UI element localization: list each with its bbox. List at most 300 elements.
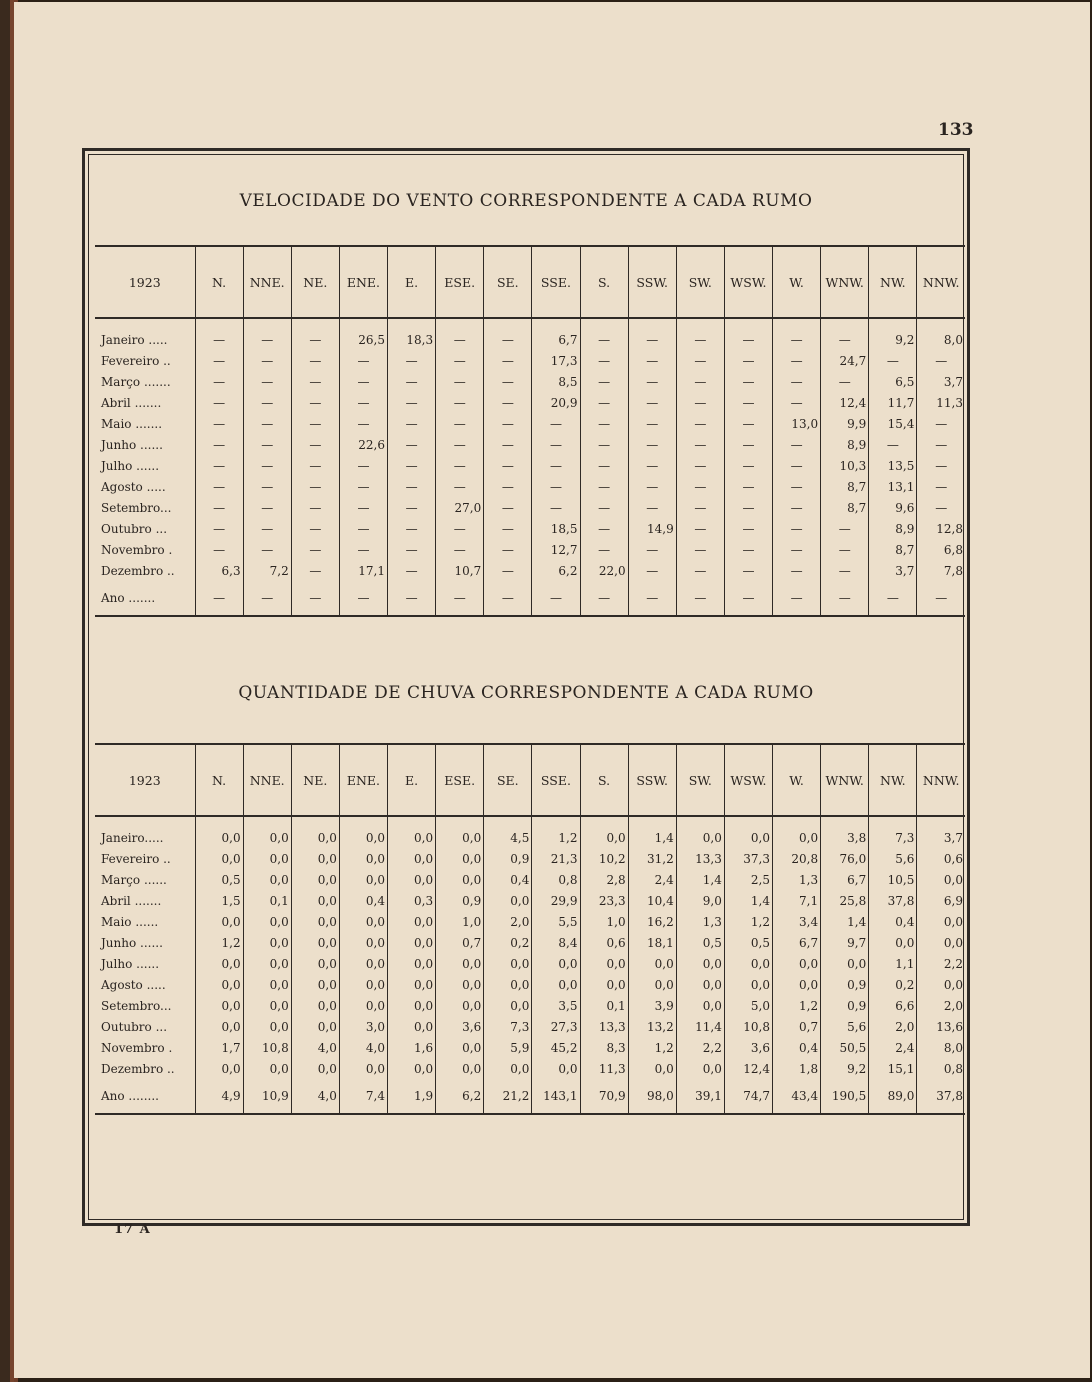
table-cell: — — [388, 455, 436, 476]
table-cell: 9,0 — [676, 890, 724, 911]
table-cell: — — [580, 455, 628, 476]
wind-direction-header: SSE. — [532, 246, 580, 318]
table-cell: 0,0 — [436, 869, 484, 890]
table-cell: — — [388, 350, 436, 371]
table-cell: 1,2 — [724, 911, 772, 932]
table-cell: 3,7 — [917, 827, 965, 848]
table-row — [95, 827, 965, 848]
table-cell: 12,4 — [821, 392, 869, 413]
table-cell: 1,2 — [628, 1037, 676, 1058]
table-cell: 0,0 — [388, 974, 436, 995]
table-cell: 3,9 — [628, 995, 676, 1016]
table-cell: 0,0 — [195, 974, 243, 995]
table-cell: 7,4 — [339, 1079, 387, 1114]
table-cell: — — [484, 455, 532, 476]
table-row — [95, 539, 965, 560]
table-cell: 8,9 — [821, 434, 869, 455]
table-cell: 6,5 — [869, 371, 917, 392]
table-cell: — — [195, 434, 243, 455]
table-cell: 0,0 — [291, 995, 339, 1016]
table-cell: — — [339, 476, 387, 497]
table-cell: — — [243, 476, 291, 497]
table-cell: 18,1 — [628, 932, 676, 953]
footer-signature-mark: 17 A — [114, 1222, 151, 1237]
table-cell: 1,5 — [195, 890, 243, 911]
table-cell: 0,0 — [917, 974, 965, 995]
row-label: Abril ....... — [101, 893, 162, 908]
table-cell: — — [580, 539, 628, 560]
table-cell: — — [676, 476, 724, 497]
table-cell: — — [724, 581, 772, 616]
table-cell: — — [724, 392, 772, 413]
row-label: Fevereiro .. — [101, 851, 171, 866]
table-cell: 22,6 — [339, 434, 387, 455]
table-cell: — — [628, 371, 676, 392]
table-cell: 0,4 — [484, 869, 532, 890]
wind-direction-header: NNE. — [243, 246, 291, 318]
table-cell: — — [628, 497, 676, 518]
table-row — [95, 848, 965, 869]
table-cell: 0,0 — [291, 974, 339, 995]
table-cell: 45,2 — [532, 1037, 580, 1058]
table-cell: — — [291, 560, 339, 581]
table-cell: 0,7 — [773, 1016, 821, 1037]
table-cell: — — [484, 560, 532, 581]
table-cell: 0,0 — [436, 848, 484, 869]
table-cell: 1,7 — [195, 1037, 243, 1058]
table-cell: 12,4 — [724, 1058, 772, 1079]
table-cell: — — [195, 329, 243, 350]
table-cell: 0,0 — [388, 869, 436, 890]
table-cell: — — [243, 455, 291, 476]
table-cell: 4,9 — [195, 1079, 243, 1114]
table-cell: — — [195, 371, 243, 392]
table-cell: 15,4 — [869, 413, 917, 434]
table-cell: 0,0 — [917, 932, 965, 953]
wind-direction-header: NW. — [869, 246, 917, 318]
table-cell: 0,0 — [195, 848, 243, 869]
table-cell: 0,0 — [243, 995, 291, 1016]
table-cell: — — [436, 581, 484, 616]
table-cell: 0,0 — [436, 995, 484, 1016]
table-cell: 3,4 — [773, 911, 821, 932]
table-cell: — — [532, 455, 580, 476]
table-cell: — — [676, 329, 724, 350]
table-cell: — — [917, 476, 965, 497]
table-cell: — — [676, 539, 724, 560]
table-cell: 0,0 — [628, 1058, 676, 1079]
table-cell: 10,5 — [869, 869, 917, 890]
table-cell: — — [195, 476, 243, 497]
table-cell: 7,2 — [243, 560, 291, 581]
rain-direction-header: NE. — [291, 744, 339, 816]
table-cell: 9,2 — [869, 329, 917, 350]
table-cell: — — [821, 371, 869, 392]
wind-table — [95, 245, 965, 617]
table-cell: 74,7 — [724, 1079, 772, 1114]
table-cell: — — [773, 350, 821, 371]
table-cell: 0,2 — [484, 932, 532, 953]
table-cell: — — [436, 539, 484, 560]
table-cell: 6,3 — [195, 560, 243, 581]
row-label: Junho ...... — [101, 935, 163, 950]
table-row — [95, 1037, 965, 1058]
table-cell: 2,2 — [676, 1037, 724, 1058]
table-cell: 1,0 — [580, 911, 628, 932]
table-cell: 0,0 — [243, 974, 291, 995]
table-cell: 1,3 — [773, 869, 821, 890]
wind-year-header: 1923 — [128, 274, 161, 290]
table-cell: — — [773, 539, 821, 560]
table-cell: — — [724, 371, 772, 392]
table-cell: — — [388, 581, 436, 616]
table-cell: 0,0 — [291, 911, 339, 932]
table-cell: 1,4 — [821, 911, 869, 932]
table-cell: 0,0 — [917, 869, 965, 890]
table-cell: 0,0 — [291, 890, 339, 911]
table-cell: 8,7 — [821, 497, 869, 518]
table-cell: 76,0 — [821, 848, 869, 869]
table-row — [95, 869, 965, 890]
table-cell: 8,0 — [917, 1037, 965, 1058]
table-cell: 0,5 — [676, 932, 724, 953]
table-cell: 0,0 — [388, 932, 436, 953]
table-cell: — — [291, 413, 339, 434]
rain-table — [95, 743, 965, 1115]
table-cell: — — [291, 434, 339, 455]
table-cell: 0,0 — [676, 995, 724, 1016]
table-cell: 98,0 — [628, 1079, 676, 1114]
table-cell: 0,0 — [243, 953, 291, 974]
table-cell: — — [532, 413, 580, 434]
table-cell: — — [773, 455, 821, 476]
table-cell: 13,0 — [773, 413, 821, 434]
table-cell: 24,7 — [821, 350, 869, 371]
table-cell: — — [339, 350, 387, 371]
table-cell: 0,0 — [339, 974, 387, 995]
wind-direction-header: NE. — [291, 246, 339, 318]
table-cell: 0,0 — [339, 995, 387, 1016]
tables-frame — [82, 148, 970, 1226]
table-cell: 4,0 — [291, 1037, 339, 1058]
table-cell: — — [195, 497, 243, 518]
table-cell: 0,0 — [532, 974, 580, 995]
table-cell: — — [917, 497, 965, 518]
table-cell: 43,4 — [773, 1079, 821, 1114]
row-label: Ano ....... — [95, 581, 195, 616]
row-label: Junho ...... — [101, 437, 163, 452]
table-cell: 0,0 — [676, 1058, 724, 1079]
table-cell: 0,0 — [484, 890, 532, 911]
table-cell: — — [628, 581, 676, 616]
table-cell: 0,9 — [821, 974, 869, 995]
table-cell: — — [339, 497, 387, 518]
table-cell: 0,0 — [195, 1016, 243, 1037]
table-cell: 0,4 — [773, 1037, 821, 1058]
table-cell: — — [243, 581, 291, 616]
row-label: Julho ...... — [101, 956, 160, 971]
table-row — [95, 995, 965, 1016]
rain-direction-header: SSW. — [628, 744, 676, 816]
row-label: Outubro ... — [101, 521, 168, 536]
table-cell: 1,9 — [388, 1079, 436, 1114]
table-cell: — — [388, 539, 436, 560]
table-cell: 3,5 — [532, 995, 580, 1016]
table-cell: 1,4 — [724, 890, 772, 911]
table-cell: — — [195, 350, 243, 371]
table-cell: — — [917, 413, 965, 434]
table-cell: — — [291, 350, 339, 371]
table-cell: 17,3 — [532, 350, 580, 371]
table-cell: — — [580, 518, 628, 539]
table-cell: — — [436, 371, 484, 392]
table-cell: 5,6 — [869, 848, 917, 869]
table-cell: — — [724, 455, 772, 476]
table-cell: — — [628, 560, 676, 581]
table-cell: — — [436, 476, 484, 497]
table-cell: 0,0 — [339, 1058, 387, 1079]
rain-direction-header: ESE. — [436, 744, 484, 816]
table-cell: 31,2 — [628, 848, 676, 869]
row-label: Agosto ..... — [101, 479, 166, 494]
table-cell: — — [628, 350, 676, 371]
table-cell: 3,0 — [339, 1016, 387, 1037]
table-cell: 0,0 — [291, 1016, 339, 1037]
table-cell: — — [676, 371, 724, 392]
table-cell: — — [484, 350, 532, 371]
table-cell: — — [388, 476, 436, 497]
rain-direction-header: SSE. — [532, 744, 580, 816]
table-cell: — — [676, 518, 724, 539]
table-cell: 10,9 — [243, 1079, 291, 1114]
table-cell: 8,3 — [580, 1037, 628, 1058]
table-cell: — — [339, 413, 387, 434]
table-row — [95, 434, 965, 455]
table-cell: 89,0 — [869, 1079, 917, 1114]
table-cell: 0,0 — [195, 1058, 243, 1079]
wind-direction-header: SE. — [484, 246, 532, 318]
table-cell: 0,0 — [676, 827, 724, 848]
wind-direction-header: SSW. — [628, 246, 676, 318]
table-cell: 37,8 — [917, 1079, 965, 1114]
table-cell: 8,7 — [821, 476, 869, 497]
table-cell: — — [532, 476, 580, 497]
table-cell: 0,0 — [724, 827, 772, 848]
table-cell: 0,0 — [339, 953, 387, 974]
table-cell: — — [436, 329, 484, 350]
table-cell: — — [869, 350, 917, 371]
table-cell: 7,3 — [484, 1016, 532, 1037]
table-cell: — — [436, 518, 484, 539]
table-cell: — — [676, 392, 724, 413]
table-cell: 3,8 — [821, 827, 869, 848]
table-cell: — — [628, 392, 676, 413]
table-cell: 0,0 — [339, 827, 387, 848]
table-cell: — — [243, 434, 291, 455]
table-cell: 2,8 — [580, 869, 628, 890]
table-cell: — — [388, 371, 436, 392]
table-cell: — — [773, 560, 821, 581]
table-cell: 0,0 — [388, 1016, 436, 1037]
table-cell: 0,0 — [724, 953, 772, 974]
table-cell: 9,6 — [869, 497, 917, 518]
table-cell: — — [676, 455, 724, 476]
wind-direction-header: WNW. — [821, 246, 869, 318]
row-label: Dezembro .. — [101, 1061, 175, 1076]
table-cell: 0,0 — [388, 911, 436, 932]
table-cell: 21,2 — [484, 1079, 532, 1114]
table-cell: 0,0 — [436, 827, 484, 848]
table-cell: — — [580, 392, 628, 413]
table-cell: 0,0 — [291, 869, 339, 890]
table-cell: — — [339, 455, 387, 476]
table-cell: — — [676, 413, 724, 434]
table-cell: — — [773, 371, 821, 392]
table-cell: — — [291, 581, 339, 616]
table-cell: 0,8 — [532, 869, 580, 890]
table-cell: 1,8 — [773, 1058, 821, 1079]
table-cell: — — [628, 539, 676, 560]
table-cell: — — [388, 434, 436, 455]
table-cell: 0,0 — [291, 1058, 339, 1079]
table-cell: 0,0 — [195, 911, 243, 932]
table-cell: 0,0 — [388, 1058, 436, 1079]
table-cell: — — [773, 581, 821, 616]
table-cell: — — [917, 350, 965, 371]
table-cell: 11,3 — [917, 392, 965, 413]
table-cell: 4,0 — [291, 1079, 339, 1114]
table-cell: — — [773, 476, 821, 497]
table-row — [95, 953, 965, 974]
table-cell: 10,8 — [243, 1037, 291, 1058]
table-cell: — — [243, 539, 291, 560]
row-label: Janeiro..... — [101, 830, 164, 845]
table-row — [95, 455, 965, 476]
table-cell: — — [484, 539, 532, 560]
rain-direction-header: E. — [388, 744, 436, 816]
table-cell: 0,5 — [724, 932, 772, 953]
table-cell: 10,8 — [724, 1016, 772, 1037]
table-cell: — — [917, 455, 965, 476]
table-cell: — — [291, 539, 339, 560]
table-cell: 27,0 — [436, 497, 484, 518]
table-cell: — — [821, 539, 869, 560]
table-row — [95, 392, 965, 413]
table-cell: — — [628, 413, 676, 434]
table-cell: 5,5 — [532, 911, 580, 932]
table-cell: 0,0 — [291, 848, 339, 869]
table-cell: 143,1 — [532, 1079, 580, 1114]
table-cell: 0,0 — [195, 953, 243, 974]
table-cell: 21,3 — [532, 848, 580, 869]
row-label: Novembro . — [101, 1040, 173, 1055]
table-cell: 25,8 — [821, 890, 869, 911]
table-cell: 27,3 — [532, 1016, 580, 1037]
table-cell: 3,6 — [724, 1037, 772, 1058]
table-cell: — — [243, 329, 291, 350]
table-cell: 11,3 — [580, 1058, 628, 1079]
table-cell: — — [484, 392, 532, 413]
table-row — [95, 911, 965, 932]
table-cell: 2,5 — [724, 869, 772, 890]
row-label: Abril ....... — [101, 395, 162, 410]
table-cell: — — [291, 497, 339, 518]
table-cell: 29,9 — [532, 890, 580, 911]
table-cell: — — [484, 476, 532, 497]
table-cell: — — [821, 518, 869, 539]
table-cell: 0,9 — [436, 890, 484, 911]
rain-direction-header: S. — [580, 744, 628, 816]
table-cell: 0,0 — [436, 974, 484, 995]
table-cell: 37,8 — [869, 890, 917, 911]
table-cell: 0,4 — [869, 911, 917, 932]
year-total-row — [95, 581, 965, 616]
table-cell: 0,0 — [195, 995, 243, 1016]
table-cell: — — [388, 560, 436, 581]
wind-direction-header: SW. — [676, 246, 724, 318]
table-cell: 15,1 — [869, 1058, 917, 1079]
table-cell: 5,6 — [821, 1016, 869, 1037]
table-cell: 13,2 — [628, 1016, 676, 1037]
table-cell: 0,0 — [484, 995, 532, 1016]
table-cell: — — [724, 518, 772, 539]
table-cell: 13,3 — [580, 1016, 628, 1037]
table-cell: — — [676, 560, 724, 581]
table-cell: 1,2 — [532, 827, 580, 848]
table-cell: — — [243, 371, 291, 392]
table-cell: 18,5 — [532, 518, 580, 539]
table-cell: — — [195, 392, 243, 413]
table-cell: — — [724, 539, 772, 560]
table-cell: 1,6 — [388, 1037, 436, 1058]
row-label: Agosto ..... — [101, 977, 166, 992]
table-cell: — — [580, 371, 628, 392]
table-cell: — — [580, 434, 628, 455]
row-label: Setembro... — [101, 998, 172, 1013]
table-cell: — — [484, 371, 532, 392]
row-label: Maio ...... — [101, 914, 159, 929]
table-cell: 10,3 — [821, 455, 869, 476]
table-row — [95, 518, 965, 539]
row-label: Julho ...... — [101, 458, 160, 473]
table-cell: — — [580, 329, 628, 350]
rain-direction-header: W. — [773, 744, 821, 816]
rain-direction-header: NW. — [869, 744, 917, 816]
table-cell: 2,4 — [869, 1037, 917, 1058]
table-cell: 13,3 — [676, 848, 724, 869]
table-cell: 0,0 — [243, 827, 291, 848]
table-cell: — — [436, 350, 484, 371]
table-cell: — — [195, 518, 243, 539]
table-cell: 0,0 — [339, 911, 387, 932]
rain-direction-header: ENE. — [339, 744, 387, 816]
row-label: Ano ........ — [95, 1079, 195, 1114]
table-cell: — — [291, 392, 339, 413]
table-cell: — — [580, 350, 628, 371]
table-cell: — — [243, 350, 291, 371]
table-cell: 0,0 — [388, 995, 436, 1016]
table-cell: 6,7 — [821, 869, 869, 890]
table-cell: — — [917, 581, 965, 616]
table-cell: — — [291, 476, 339, 497]
table-cell: 0,0 — [676, 974, 724, 995]
table-cell: 0,6 — [580, 932, 628, 953]
table-cell: — — [917, 434, 965, 455]
table-cell: 0,0 — [628, 953, 676, 974]
table-cell: 8,4 — [532, 932, 580, 953]
table-cell: 0,0 — [243, 932, 291, 953]
table-cell: 0,0 — [388, 827, 436, 848]
